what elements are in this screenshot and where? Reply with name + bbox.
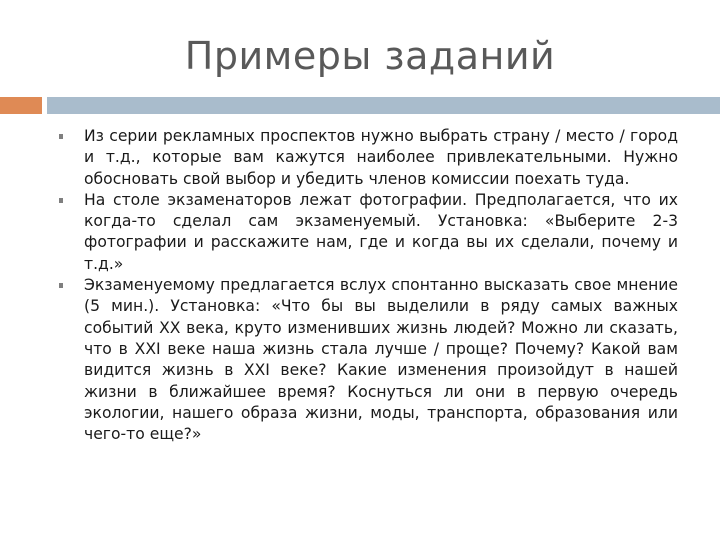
slide-title: Примеры заданий: [184, 34, 556, 78]
bullet-text-1: Из серии рекламных проспектов нужно выбрать страну / место / город и т.д., которые вам кажутся наиболее привлекательными. Нужно обосновать свой выбор и убедить членов комиссии поехать туда.: [84, 127, 678, 188]
square-bullet-icon: [59, 134, 63, 139]
bullet-item-2: [0, 190, 720, 275]
bullet-text-2: На столе экзаменаторов лежат фотографии. Предполагается, что их когда-то сделал сам экзаменуемый. Установка: «Выберите 2-3 фотографии и расскажите нам, где и когда вы их сделали, почему и т.д.»: [84, 190, 678, 273]
square-bullet-icon: [59, 198, 63, 203]
bullet-list: [0, 126, 720, 445]
title-divider-accent: [0, 97, 42, 114]
bullet-text-3: Экзаменуемому предлагается вслух спонтанно высказать свое мнение (5 мин.). Установка: «Что бы вы выделили в ряду самых важных событий XX века, круто изменивших жизнь людей? Можно ли сказать, что в XXI веке наша жизнь стала лучше / проще? Почему? Какой вам видится жизнь в XXI веке? Какие изменения произойдут в нашей жизни в ближайшее время? Коснуться ли они в первую очередь экологии, нашего образа жизни, моды, транспорта, образования или чего-то еще?»: [84, 276, 678, 444]
bullet-item-1: [0, 126, 720, 190]
title-divider-bar: [47, 97, 720, 114]
square-bullet-icon: [59, 283, 63, 288]
bullet-item-3: [0, 275, 720, 445]
